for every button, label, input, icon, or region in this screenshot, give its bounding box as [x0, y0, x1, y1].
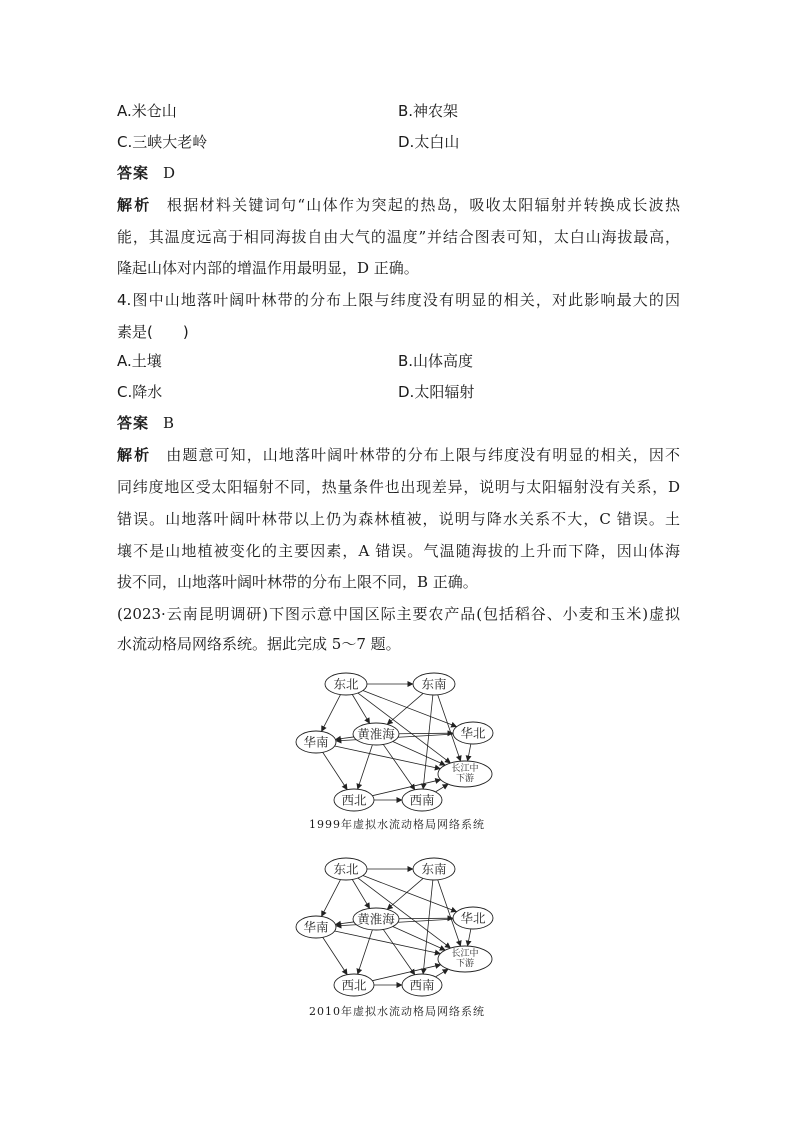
flow-arrow-huabei-changjiang	[468, 744, 471, 761]
node-label-huabei: 华北	[460, 910, 486, 926]
figure-caption-1999: 1999年虚拟水流动格局网络系统	[309, 818, 485, 831]
flow-arrow-huanghuaihai-huanan	[335, 737, 353, 739]
answer-value: B	[163, 414, 175, 432]
flow-arrow-huanghuaihai-huabei	[399, 733, 453, 734]
q3-analysis-line-1	[117, 195, 680, 215]
flow-arrow-dongbei-huanghuaihai	[352, 694, 369, 723]
flow-arrow-huanan-xibei	[323, 752, 347, 789]
q3-option-a: A.米仓山	[117, 102, 177, 120]
node-label-huabei: 华北	[460, 725, 486, 741]
answer-label: 答案	[117, 164, 150, 182]
node-label-huanan: 华南	[303, 919, 329, 935]
flow-arrow-dongnan-xinan	[423, 695, 433, 789]
flow-arrow-huanghuaihai-xinan	[383, 744, 415, 789]
answer-value: D	[163, 164, 176, 182]
flow-arrow-dongnan-huanghuaihai	[387, 878, 423, 909]
node-label-xibei: 西北	[341, 792, 367, 808]
flow-arrow-xinan-changjiang	[435, 969, 448, 977]
q4-option-a: A.土壤	[117, 352, 162, 370]
q4-analysis-line-3: 错误。山地落叶阔叶林带以上仍为森林植被，说明与降水关系不大，C 错误。土	[117, 510, 680, 528]
q4-stem-line-1: 4.图中山地落叶阔叶林带的分布上限与纬度没有明显的相关，对此影响最大的因	[117, 291, 680, 309]
node-label-dongnan: 东南	[421, 861, 447, 877]
node-label-xinan: 西南	[409, 977, 435, 993]
flow-arrow-huanan-changjiang	[335, 746, 441, 769]
flow-arrow-huanan-xibei	[323, 937, 347, 974]
intro-line-1: (2023·云南昆明调研)下图示意中国区际主要农产品(包括稻谷、小麦和玉米)虚拟	[117, 605, 680, 623]
q4-analysis-line-2: 同纬度地区受太阳辐射不同，热量条件也出现差异，说明与太阳辐射没有关系，D	[117, 478, 680, 496]
flow-arrow-huanghuaihai-huabei	[399, 918, 453, 919]
q3-analysis-line-2: 能，其温度远高于相同海拔自由大气的温度”并结合图表可知，太白山海拔最高，	[117, 228, 680, 246]
analysis-text: 由题意可知，山地落叶阔叶林带的分布上限与纬度没有明显的相关，因不	[165, 446, 680, 464]
q4-answer	[117, 413, 174, 433]
node-label-xibei: 西北	[341, 977, 367, 993]
analysis-text: 根据材料关键词句“山体作为突起的热岛，吸收太阳辐射并转换成长波热	[165, 196, 680, 214]
flow-arrow-huanghuaihai-huanan	[335, 922, 353, 924]
intro-line-2: 水流动格局网络系统。据此完成 5～7 题。	[117, 635, 401, 653]
node-label-changjiang_1: 长江中	[451, 764, 479, 774]
flow-arrow-dongnan-huanghuaihai	[387, 693, 423, 724]
node-label-changjiang_1: 长江中	[451, 949, 479, 959]
node-label-changjiang_2: 下游	[455, 959, 475, 969]
q3-answer	[117, 163, 175, 183]
q4-option-c: C.降水	[117, 383, 163, 401]
q3-option-d: D.太白山	[398, 133, 460, 151]
flow-arrow-xinan-changjiang	[435, 784, 448, 792]
flow-arrow-dongnan-xinan	[423, 880, 433, 974]
q3-option-c: C.三峡大老岭	[117, 133, 208, 151]
q4-analysis-line-1	[117, 445, 680, 465]
network-diagram-2010	[280, 853, 520, 1003]
flow-arrow-huanan-changjiang	[335, 931, 441, 954]
q4-stem-line-2: 素是( )	[117, 323, 189, 341]
q4-option-d: D.太阳辐射	[398, 383, 475, 401]
flow-arrow-dongbei-huanan	[321, 880, 340, 917]
flow-arrow-dongbei-huanghuaihai	[352, 879, 369, 908]
node-label-huanan: 华南	[303, 734, 329, 750]
node-label-huanghuaihai: 黄淮海	[357, 726, 395, 742]
analysis-label: 解析	[117, 446, 152, 464]
network-diagram-1999	[280, 668, 520, 818]
answer-label: 答案	[117, 414, 150, 432]
q4-option-b: B.山体高度	[398, 352, 474, 370]
node-label-dongbei: 东北	[333, 676, 359, 692]
figure-caption-2010: 2010年虚拟水流动格局网络系统	[309, 1005, 485, 1018]
node-label-dongbei: 东北	[333, 861, 359, 877]
node-label-huanghuaihai: 黄淮海	[357, 911, 395, 927]
flow-arrow-dongbei-huanan	[321, 695, 340, 732]
q4-analysis-line-5: 拔不同，山地落叶阔叶林带的分布上限不同，B 正确。	[117, 573, 478, 591]
flow-arrow-huanghuaihai-xinan	[383, 929, 415, 974]
node-label-changjiang_2: 下游	[455, 774, 475, 784]
q3-option-b: B.神农架	[398, 102, 459, 120]
analysis-label: 解析	[117, 196, 152, 214]
node-label-xinan: 西南	[409, 792, 435, 808]
q4-analysis-line-4: 壤不是山地植被变化的主要因素，A 错误。气温随海拔的上升而下降，因山体海	[117, 542, 680, 560]
node-label-dongnan: 东南	[421, 676, 447, 692]
q3-analysis-line-3: 隆起山体对内部的增温作用最明显，D 正确。	[117, 259, 419, 277]
flow-arrow-huabei-changjiang	[468, 929, 471, 946]
